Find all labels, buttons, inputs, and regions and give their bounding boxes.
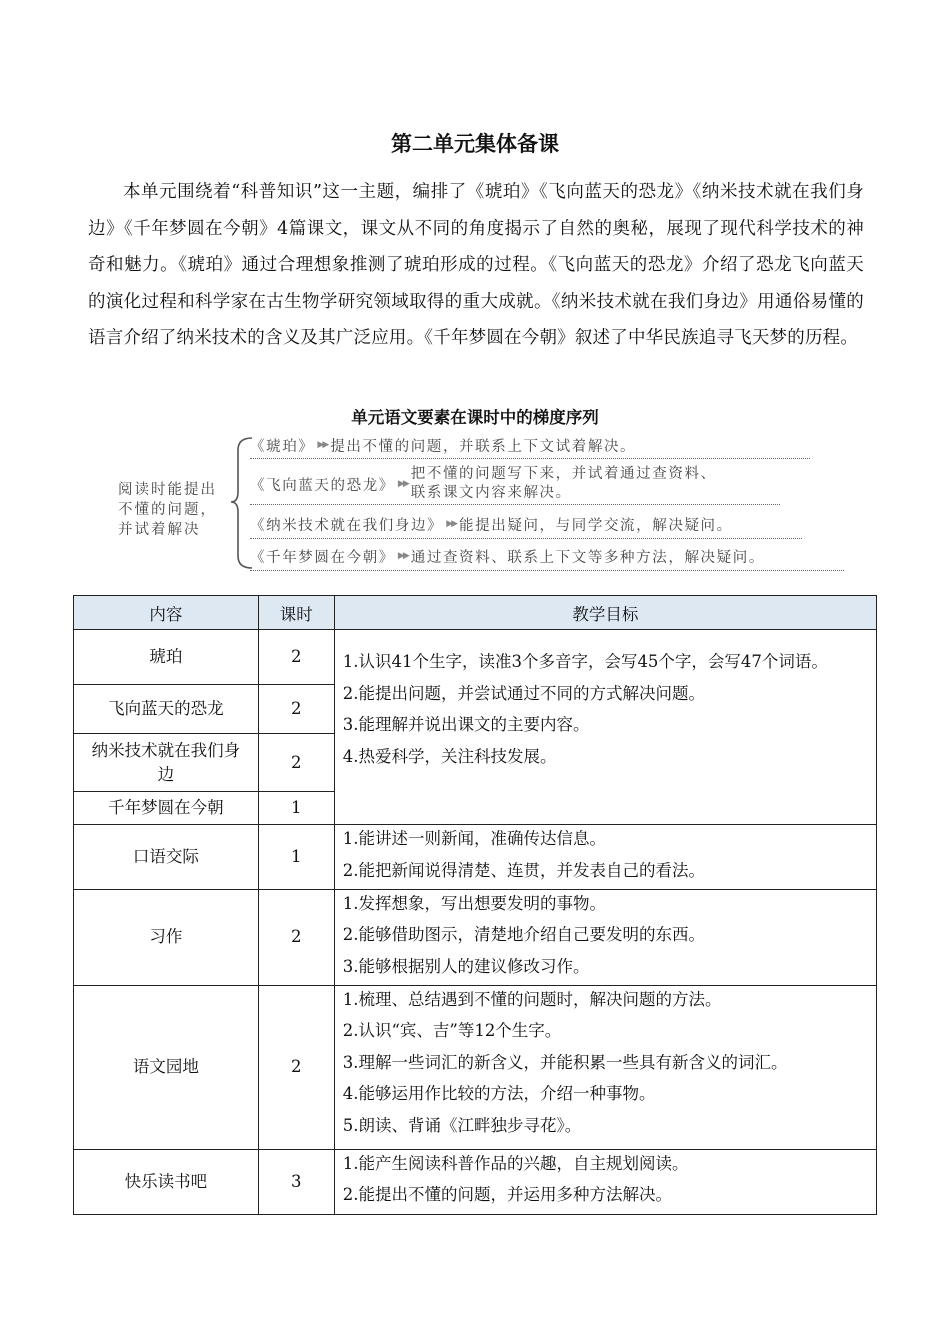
lesson-desc: 能提出疑问，与同学交流，解决疑问。 [459, 517, 733, 534]
hours-cell: 2 [258, 685, 334, 734]
diagram-row [250, 510, 802, 539]
goal-line: 2.能提出不懂的问题，并运用多种方法解决。 [342, 1185, 672, 1204]
content-cell: 习作 [74, 889, 259, 985]
lesson-desc: 通过查资料、联系上下文等多种方法，解决疑问。 [410, 549, 765, 566]
hours-cell: 2 [258, 889, 334, 985]
goal-line: 3.能理解并说出课文的主要内容。 [342, 715, 590, 734]
diagram-left-line: 并试着解决 [118, 522, 201, 538]
hours-cell: 3 [258, 1149, 334, 1214]
table-row [74, 1149, 877, 1214]
content-cell: 快乐读书吧 [74, 1149, 259, 1214]
content-cell: 语文园地 [74, 985, 259, 1149]
arrow-icon: ▶▶ [397, 479, 408, 489]
content-cell: 口语交际 [74, 825, 259, 890]
goal-line: 3.理解一些词汇的新含义，并能积累一些具有新含义的词汇。 [342, 1052, 788, 1072]
goal-line: 2.能够借助图示，清楚地介绍自己要发明的东西。 [342, 925, 705, 944]
arrow-icon: ▶▶ [397, 551, 408, 561]
lesson-desc [411, 465, 717, 503]
hours-cell: 2 [258, 985, 334, 1149]
hours-cell: 2 [258, 734, 334, 792]
goal-line: 1.认识41个生字，读准3个多音字，会写45个字，会写47个词语。 [342, 652, 828, 671]
lesson-name: 《飞向蓝天的恐龙》 [250, 477, 395, 494]
page-title: 第二单元集体备课 [391, 132, 559, 156]
arrow-icon: ▶▶ [317, 440, 328, 450]
lesson-desc-line: 联系课文内容来解决。 [410, 485, 572, 501]
goal-line: 4.能够运用作比较的方法，介绍一种事物。 [342, 1084, 656, 1103]
goals-cell [334, 985, 876, 1149]
diagram-row [250, 542, 844, 571]
goal-line: 3.能够根据别人的建议修改习作。 [342, 956, 590, 976]
header-content: 内容 [74, 596, 259, 630]
header-hours: 课时 [258, 596, 334, 630]
goal-line: 2.认识“宾、吉”等12个生字。 [342, 1021, 562, 1040]
table-row [74, 889, 877, 985]
goals-cell [334, 825, 876, 890]
hours-cell: 1 [258, 792, 334, 825]
table-row [74, 825, 877, 890]
hours-cell: 1 [258, 825, 334, 890]
goal-line: 2.能提出问题，并尝试通过不同的方式解决问题。 [342, 683, 705, 703]
lesson-name: 《千年梦圆在今朝》 [250, 549, 395, 566]
content-cell: 琥珀 [74, 630, 259, 685]
intro-paragraph: 本单元围绕着“科普知识”这一主题，编排了《琥珀》《飞向蓝天的恐龙》《纳米技术就在我们身边》《千年梦圆在今朝》4篇课文，课文从不同的角度揭示了自然的奥秘，展现了现代科学技术的神奇和魅力。《琥珀》通过合理想象推测了琥珀形成的过程。《飞向蓝天的恐龙》介绍了恐龙飞向蓝天的演化过程和科学家在古生物学研究领域取得的重大成就。《纳米技术就在我们身边》用通俗易懂的语言介绍了纳米技术的含义及其广泛应用。《千年梦圆在今朝》叙述了中华民族追寻飞天梦的历程。 [88, 182, 864, 348]
goals-cell [334, 1149, 876, 1214]
gradient-diagram [110, 430, 850, 575]
teaching-plan-table [73, 595, 877, 1215]
lesson-desc-line: 把不懂的问题写下来，并试着通过查资料、 [410, 466, 717, 482]
goal-line: 2.能把新闻说得清楚、连贯，并发表自己的看法。 [342, 860, 705, 880]
goal-line: 1.能产生阅读科普作品的兴趣，自主规划阅读。 [342, 1153, 689, 1173]
diagram-left-line: 不懂的问题， [118, 502, 217, 518]
goals-cell [334, 889, 876, 985]
diagram-row [250, 432, 810, 459]
goals-cell [334, 630, 876, 825]
hours-cell: 2 [258, 630, 334, 685]
diagram-row [250, 464, 780, 505]
table-row [74, 985, 877, 1149]
diagram-left-text [118, 480, 236, 540]
table-row [74, 630, 877, 685]
content-cell: 千年梦圆在今朝 [74, 792, 259, 825]
lesson-desc: 提出不懂的问题，并联系上下文试着解决。 [330, 438, 637, 455]
lesson-name: 《纳米技术就在我们身边》 [250, 517, 444, 534]
content-cell: 纳米技术就在我们身边 [74, 734, 259, 792]
goal-line: 1.发挥想象，写出想要发明的事物。 [342, 893, 606, 913]
goal-line: 5.朗读、背诵《江畔独步寻花》。 [342, 1115, 582, 1135]
lesson-name: 《琥珀》 [250, 438, 315, 455]
diagram-title: 单元语文要素在课时中的梯度序列 [351, 408, 599, 427]
diagram-left-line: 阅读时能提出 [118, 482, 217, 498]
header-goals: 教学目标 [334, 596, 876, 630]
table-header-row [74, 596, 877, 630]
arrow-icon: ▶▶ [446, 519, 457, 529]
goal-line: 1.能讲述一则新闻，准确传达信息。 [342, 829, 606, 848]
content-cell: 飞向蓝天的恐龙 [74, 685, 259, 734]
goal-line: 1.梳理、总结遇到不懂的问题时，解决问题的方法。 [342, 989, 722, 1009]
goal-line: 4.热爱科学，关注科技发展。 [342, 746, 557, 766]
